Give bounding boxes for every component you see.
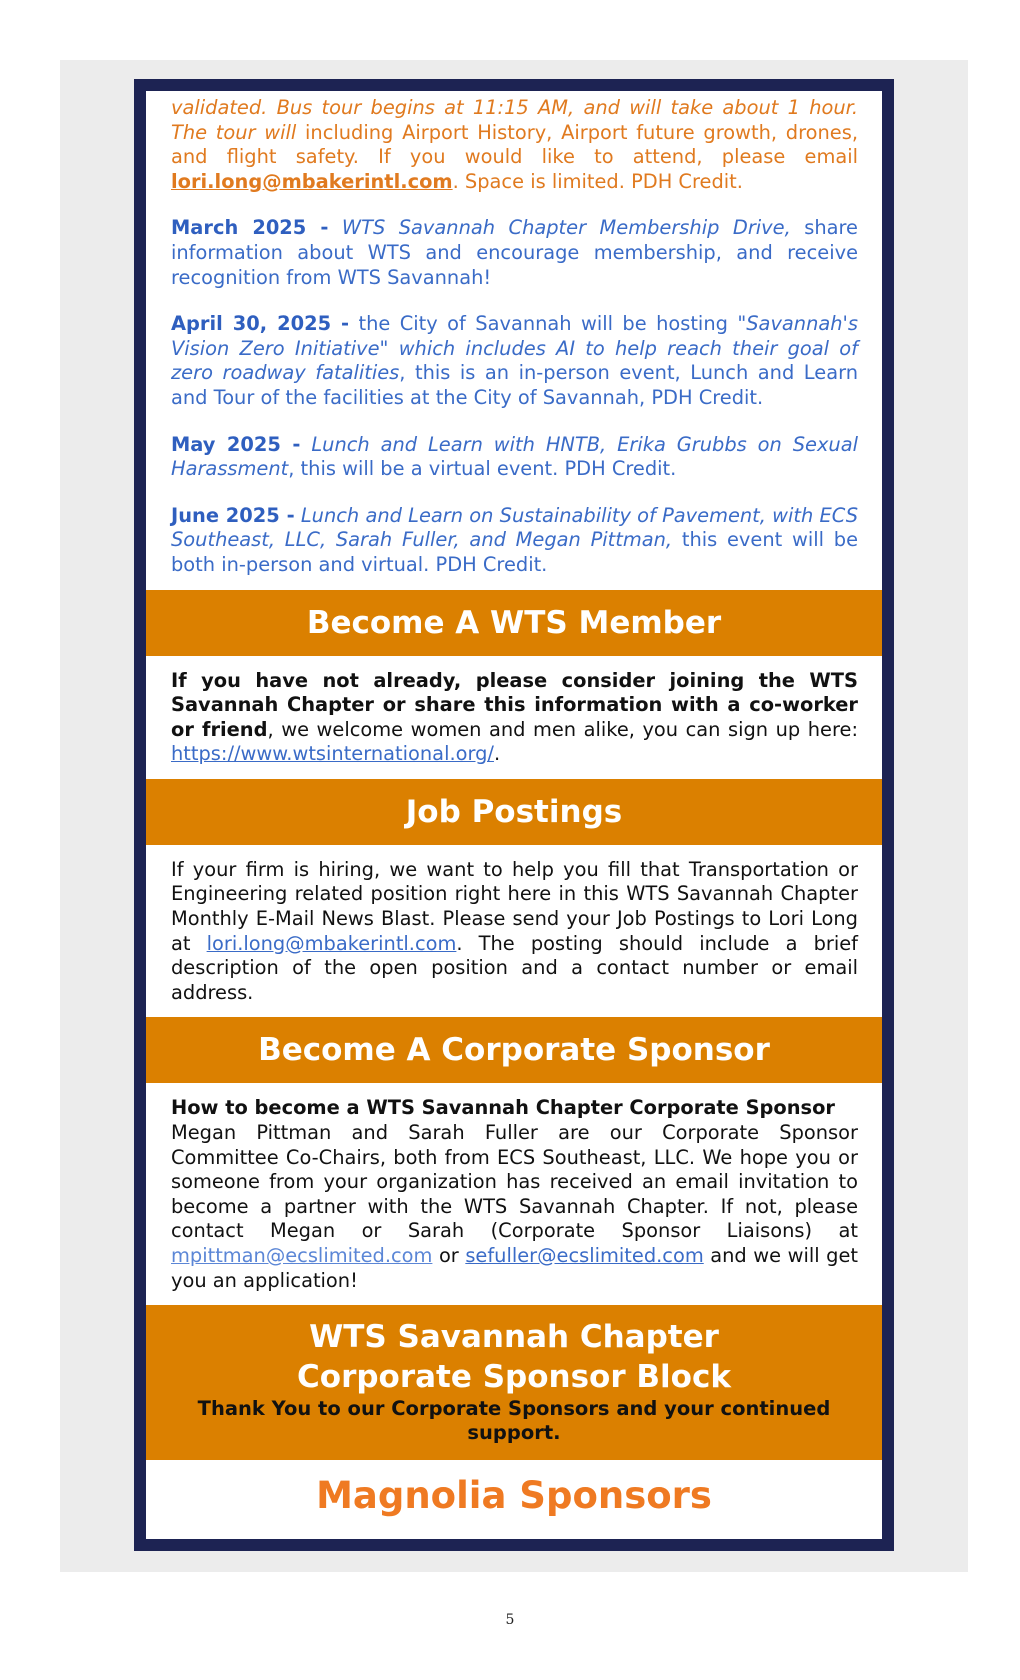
event-date: March 2025 - <box>171 216 329 240</box>
member-tail: . <box>493 742 501 766</box>
event-march <box>171 216 858 290</box>
jobs-text-post: . The posting should include a brief description of the open position and a contact number or email address. <box>171 931 858 1004</box>
jobs-heading: Job Postings <box>146 779 882 845</box>
sefuller-email-link[interactable]: sefuller@ecslimited.com <box>465 1244 704 1267</box>
event-title: Lunch and Learn with HNTB, Erika Grubbs on Sexual Harassment <box>171 432 858 481</box>
event-title: Lunch and Learn on Sustainability of Pavement, with ECS Southeast, LLC, Sarah Fuller, and Megan Pittman, <box>171 503 858 552</box>
jobs-text: If your firm is hiring, we want to help you fill that Transportation or Engineering related position right here in this WTS Savannah Chapter Monthly E-Mail News Blast. Please send your Job Postings to Lori Long at <box>171 857 858 955</box>
jobs-email-link[interactable]: lori.long@mbakerintl.com <box>206 931 457 955</box>
member-text: , we welcome women and men alike, you can sign up here: <box>267 717 858 741</box>
sponsor-subheading: How to become a WTS Savannah Chapter Corporate Sponsor <box>171 1096 835 1120</box>
event-april <box>171 312 858 410</box>
intro-normal: including Airport History, Airport future growth, drones, and flight safety. If you would like to attend, please email <box>171 120 858 169</box>
jobs-section <box>146 845 882 1018</box>
event-june <box>171 504 858 578</box>
event-may <box>171 433 858 482</box>
wts-international-link[interactable]: https://www.wtsinternational.org/ <box>171 742 494 766</box>
event-details: , this is an in-person event, Lunch and Learn and Tour of the facilities at the City of Savannah, PDH Credit. <box>171 361 858 409</box>
corporate-sponsor-block <box>146 1305 882 1460</box>
sponsor-text: Megan Pittman and Sarah Fuller are our Corporate Sponsor Committee Co-Chairs, both from ECS Southeast, LLC. We hope you or someone from your organization has received an email invitation to become a partner with the WTS Savannah Chapter. If not, please contact Megan or Sarah (Corporate Sponsor Liaisons) at <box>171 1121 858 1243</box>
sponsor-or: or <box>432 1244 466 1267</box>
event-details: share information about WTS and encourage membership, and receive recognition from WTS Savannah! <box>171 216 858 289</box>
block-thanks: Thank You to our Corporate Sponsors and your continued support. <box>197 1397 831 1445</box>
event-date: April 30, 2025 - <box>171 312 350 336</box>
member-paragraph <box>171 669 858 767</box>
block-title-line1: WTS Savannah Chapter <box>309 1319 719 1356</box>
intro-email-link[interactable]: lori.long@mbakerintl.com <box>171 169 453 193</box>
intro-tail: . Space is limited. PDH Credit. <box>452 169 743 193</box>
newsletter-content <box>146 91 882 1539</box>
sponsor-heading: Become A Corporate Sponsor <box>146 1017 882 1083</box>
event-title: WTS Savannah Chapter Membership Drive, <box>341 216 791 240</box>
sponsor-text-post: and we will get you an application! <box>171 1244 858 1292</box>
event-intro: the City of Savannah will be hosting <box>349 312 738 336</box>
mpittman-email-link[interactable]: mpittman@ecslimited.com <box>171 1244 433 1267</box>
sponsor-paragraph <box>171 1121 858 1293</box>
intro-italic: validated. Bus tour begins at 11:15 AM, and will take about 1 hour. The tour will <box>171 96 858 144</box>
airport-tour-event <box>171 96 858 194</box>
member-heading: Become A WTS Member <box>146 590 882 656</box>
page-number: 5 <box>505 1612 515 1628</box>
event-date: June 2025 - <box>171 503 295 527</box>
magnolia-sponsors-heading: Magnolia Sponsors <box>316 1474 712 1518</box>
event-details: , this will be a virtual event. PDH Credit. <box>288 457 677 481</box>
event-date: May 2025 - <box>171 432 301 456</box>
jobs-paragraph <box>171 858 858 1006</box>
event-details: this event will be both in-person and virtual. PDH Credit. <box>171 528 858 576</box>
member-section <box>146 656 882 779</box>
member-bold-text: If you have not already, please consider joining the WTS Savannah Chapter or share this information with a co-worker or friend <box>171 668 858 741</box>
sponsor-section <box>146 1083 882 1305</box>
events-section <box>146 91 882 578</box>
block-title-line2: Corporate Sponsor Block <box>297 1359 731 1396</box>
event-title: "Savannah's Vision Zero Initiative" which includes AI to help reach their goal of zero roadway fatalities <box>171 312 858 385</box>
